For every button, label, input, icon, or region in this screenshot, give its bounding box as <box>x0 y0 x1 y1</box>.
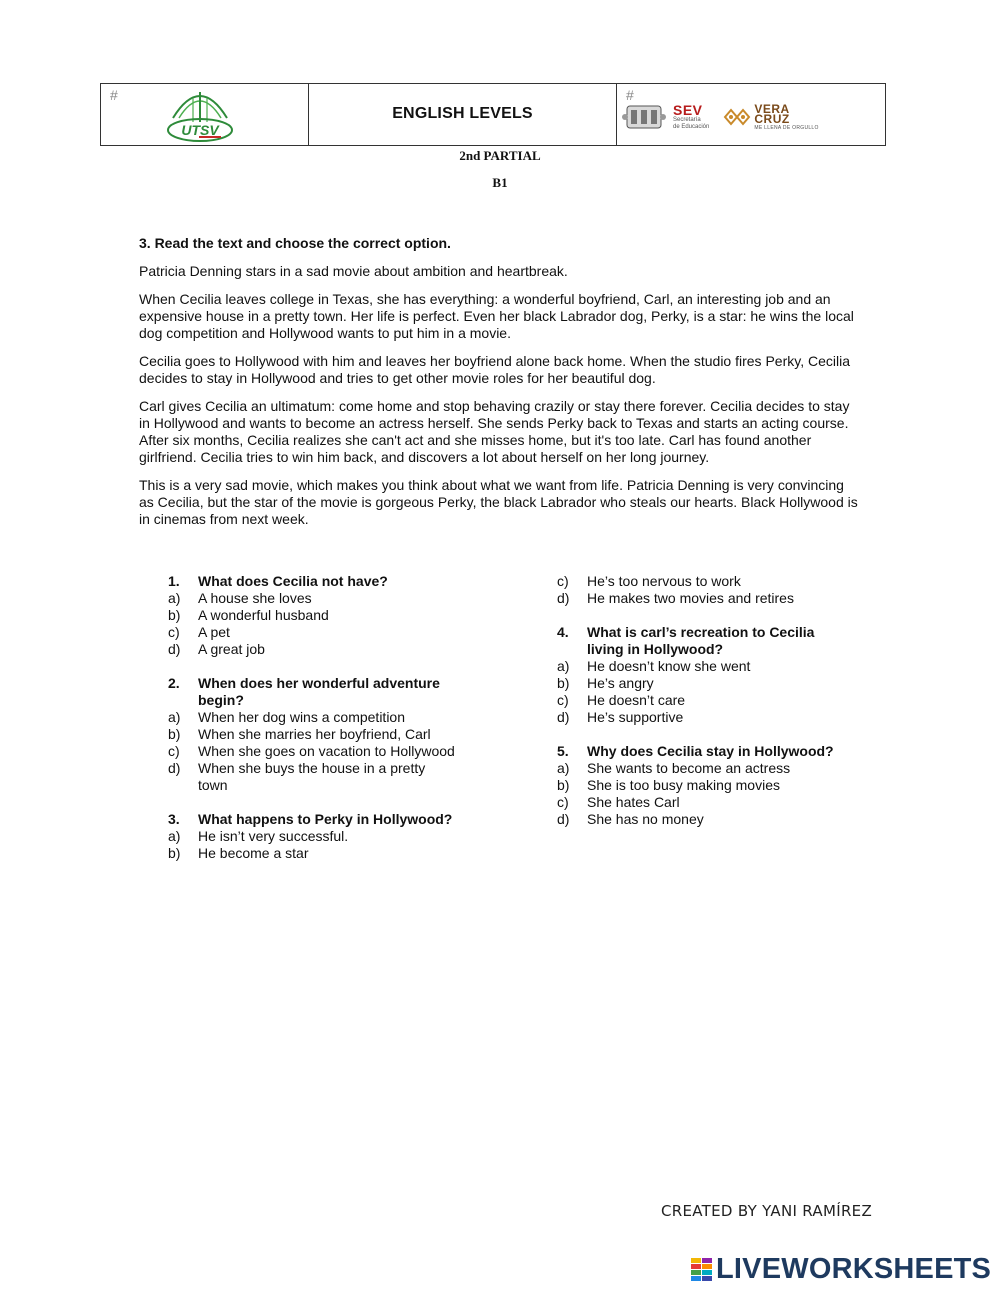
question-1: 1. What does Cecilia not have? a) A house she loves b) A wonderful husband c) A pet d) A great job <box>168 573 478 658</box>
option[interactable]: c) A pet <box>168 624 230 640</box>
option[interactable]: a) He isn’t very successful. <box>168 828 349 844</box>
author-credit: CREATED BY YANI RAMÍREZ <box>661 1202 873 1220</box>
right-hash-mark: # <box>626 87 634 103</box>
coat-of-arms-icon <box>621 102 667 132</box>
option[interactable]: c) He doesn’t care <box>557 692 686 708</box>
header-right-cell <box>617 84 885 145</box>
option[interactable]: d) She has no money <box>557 811 704 827</box>
option[interactable]: d) A great job <box>168 641 265 657</box>
header-left-cell <box>101 84 309 145</box>
sev-logo: SEV Secretaría de Educación <box>673 101 710 130</box>
option[interactable]: d) He’s supportive <box>557 709 684 725</box>
question-3: 3. What happens to Perky in Hollywood? a) He isn’t very successful. b) He become a star <box>168 811 478 862</box>
svg-text:UTSV: UTSV <box>181 122 219 138</box>
government-logos <box>621 102 819 132</box>
question-3-continued <box>557 573 857 607</box>
reading-section <box>139 235 859 539</box>
question-text: When does her wonderful adventure begin? <box>198 675 440 708</box>
veracruz-logo: VERA CRUZ ME LLENA DE ORGULLO <box>723 104 818 131</box>
paragraph: Patricia Denning stars in a sad movie about ambition and heartbreak. <box>139 263 568 279</box>
option[interactable]: c) When she goes on vacation to Hollywood <box>168 743 455 759</box>
header-table <box>100 83 886 146</box>
option[interactable]: b) When she marries her boyfriend, Carl <box>168 726 431 742</box>
option[interactable]: d) He makes two movies and retires <box>557 590 794 606</box>
page-title: ENGLISH LEVELS <box>392 104 533 122</box>
questions-right-column <box>557 573 857 845</box>
option[interactable]: a) A house she loves <box>168 590 312 606</box>
level-label: B1 <box>492 175 508 190</box>
option[interactable]: a) When her dog wins a competition <box>168 709 405 725</box>
option[interactable]: b) He’s angry <box>557 675 654 691</box>
option[interactable]: c) He’s too nervous to work <box>557 573 741 589</box>
option[interactable]: b) He become a star <box>168 845 309 861</box>
question-text: What happens to Perky in Hollywood? <box>198 811 453 827</box>
option[interactable]: a) She wants to become an actress <box>557 760 791 776</box>
option[interactable]: b) A wonderful husband <box>168 607 329 623</box>
question-5: 5. Why does Cecilia stay in Hollywood? a) She wants to become an actress b) She is too busy making movies c) She hates Carl d) She has no money <box>557 743 857 828</box>
header-title-cell <box>309 84 617 145</box>
liveworksheets-logo[interactable] <box>691 1255 991 1284</box>
question-2: 2. When does her wonderful adventure begin? a) When her dog wins a competition b) When she marries her boyfriend, Carl c) When she goes on vacation to Hollywood d) When she buys the house in a pretty town <box>168 675 478 794</box>
question-text: What does Cecilia not have? <box>198 573 388 589</box>
option[interactable]: c) She hates Carl <box>557 794 680 810</box>
utsv-logo <box>165 88 235 149</box>
live-squares-icon <box>691 1258 713 1282</box>
brand-name: LIVEWORKSHEETS <box>716 1253 992 1285</box>
paragraph: Cecilia goes to Hollywood with him and leaves her boyfriend alone back home. When the studio fires Perky, Cecilia decides to stay in Hollywood and tries to get other movie roles for her beautiful dog. <box>139 353 850 386</box>
option[interactable]: b) She is too busy making movies <box>557 777 780 793</box>
veracruz-emblem-icon <box>723 107 751 127</box>
question-4: 4. What is carl’s recreation to Cecilia living in Hollywood? a) He doesn’t know she went b) He’s angry c) He doesn’t care d) He’s supportive <box>557 624 857 726</box>
option[interactable]: d) When she buys the house in a pretty town <box>168 760 426 793</box>
paragraph: Carl gives Cecilia an ultimatum: come home and stop behaving crazily or stay there forever. Cecilia decides to stay in Hollywood and wants to become an actress herself. She sends Perky back to Texas and starts an acting course. After six months, Cecilia realizes she can't act and she misses home, but it's too late. Carl has found another girlfriend. Cecilia tries to win him back, and discovers a lot about herself on her long journey. <box>139 398 850 465</box>
question-text: Why does Cecilia stay in Hollywood? <box>587 743 834 759</box>
left-hash-mark: # <box>110 87 118 103</box>
option[interactable]: a) He doesn’t know she went <box>557 658 751 674</box>
question-text: What is carl’s recreation to Cecilia living in Hollywood? <box>587 624 815 657</box>
partial-label: 2nd PARTIAL <box>459 148 541 163</box>
paragraph: This is a very sad movie, which makes you think about what we want from life. Patricia Denning is very convincing as Cecilia, but the star of the movie is gorgeous Perky, the black Labrador who steals our hearts. Black Hollywood is in cinemas from next week. <box>139 477 858 527</box>
instruction-heading: 3. Read the text and choose the correct option. <box>139 235 451 251</box>
questions-left-column <box>168 573 478 879</box>
paragraph: When Cecilia leaves college in Texas, she has everything: a wonderful boyfriend, Carl, an interesting job and an expensive house in a pretty town. Her life is perfect. Even her black Labrador dog, Perky, is a star: he wins the local dog competition and Hollywood wants to put him in a movie. <box>139 291 854 341</box>
